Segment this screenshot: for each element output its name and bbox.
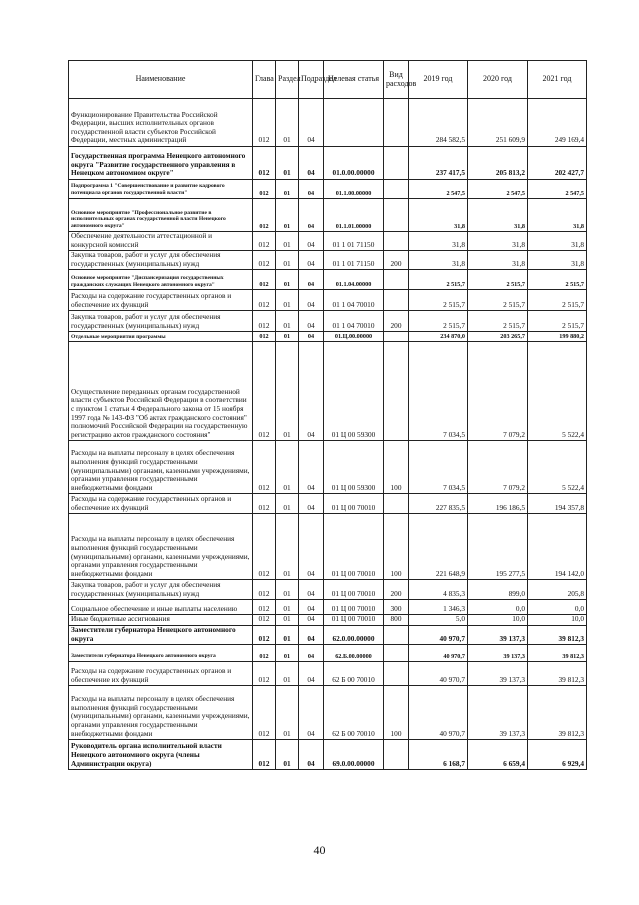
table-cell-target: 01 1 04 70010 [324, 290, 384, 311]
table-cell-2020: 10,0 [468, 615, 528, 626]
table-cell-section: 01 [276, 494, 299, 514]
table-cell-expense [384, 625, 409, 644]
table-cell-chapter: 012 [253, 645, 276, 662]
table-cell-target [324, 99, 384, 147]
table-cell-name: Основное мероприятие "Диспансеризация государственных гражданских служащих Ненецкого автономного округа" [69, 270, 253, 290]
table-cell-section: 01 [276, 615, 299, 626]
budget-table [68, 60, 587, 770]
table-cell-chapter: 012 [253, 342, 276, 441]
table-cell-2020: 39 137,3 [468, 625, 528, 644]
table-cell-2021: 249 169,4 [528, 99, 587, 147]
header-2019: 2019 год [409, 61, 468, 99]
table-cell-2019: 221 648,9 [409, 514, 468, 580]
table-cell-chapter: 012 [253, 514, 276, 580]
page-number: 40 [313, 843, 326, 857]
table-cell-name: Социальное обеспечение и иные выплаты населению [69, 600, 253, 615]
table-cell-2019: 284 582,5 [409, 99, 468, 147]
table-cell-chapter: 012 [253, 99, 276, 147]
table-cell-2019: 31,8 [409, 251, 468, 270]
table-cell-target: 62 Б 00 70010 [324, 662, 384, 686]
table-cell-2020: 31,8 [468, 251, 528, 270]
table-cell-chapter: 012 [253, 600, 276, 615]
table-cell-name: Расходы на содержание государственных органов и обеспечение их функций [69, 494, 253, 514]
table-cell-name: Расходы на выплаты персоналу в целях обеспечения выполнения функций государственными (муниципальными) органами, казенными учреждениями, органами управления государственными внебюджетными фондами [69, 514, 253, 580]
table-cell-2020: 31,8 [468, 232, 528, 251]
table-row [69, 600, 587, 615]
table-cell-2019: 31,8 [409, 199, 468, 232]
table-row [69, 514, 587, 580]
table-cell-2021: 31,8 [528, 251, 587, 270]
table-cell-section: 01 [276, 199, 299, 232]
table-cell-name: Расходы на содержание государственных органов и обеспечение их функций [69, 290, 253, 311]
table-cell-2019: 4 835,3 [409, 580, 468, 600]
table-row [69, 494, 587, 514]
table-cell-subsection: 04 [299, 311, 324, 332]
table-row [69, 615, 587, 626]
table-row [69, 147, 587, 180]
table-cell-2020: 2 547,5 [468, 180, 528, 199]
table-cell-subsection: 04 [299, 342, 324, 441]
table-cell-2020: 251 609,9 [468, 99, 528, 147]
table-cell-2021: 31,8 [528, 232, 587, 251]
table-cell-target: 01 Ц 00 70010 [324, 494, 384, 514]
table-cell-target: 01.1.01.00000 [324, 199, 384, 232]
table-cell-expense: 200 [384, 580, 409, 600]
header-subsection: Подраздел [299, 61, 324, 99]
table-cell-2021: 39 812,3 [528, 686, 587, 740]
table-cell-chapter: 012 [253, 232, 276, 251]
table-cell-subsection: 04 [299, 232, 324, 251]
table-cell-2019: 6 168,7 [409, 740, 468, 770]
table-cell-section: 01 [276, 99, 299, 147]
table-cell-section: 01 [276, 251, 299, 270]
table-cell-subsection: 04 [299, 99, 324, 147]
table-cell-2021: 202 427,7 [528, 147, 587, 180]
header-section: Раздел [276, 61, 299, 99]
table-cell-target: 01.0.00.00000 [324, 147, 384, 180]
table-cell-2021: 6 929,4 [528, 740, 587, 770]
table-cell-name: Закупка товаров, работ и услуг для обеспечения государственных (муниципальных) нужд [69, 580, 253, 600]
table-cell-target: 01 Ц 00 70010 [324, 580, 384, 600]
table-cell-2021: 2 515,7 [528, 311, 587, 332]
table-cell-chapter: 012 [253, 615, 276, 626]
table-cell-subsection: 04 [299, 662, 324, 686]
table-cell-chapter: 012 [253, 290, 276, 311]
header-expense: Вид расходов [384, 61, 409, 99]
table-cell-subsection: 04 [299, 270, 324, 290]
table-cell-2019: 7 034,5 [409, 441, 468, 494]
table-cell-2019: 227 835,5 [409, 494, 468, 514]
table-cell-subsection: 04 [299, 180, 324, 199]
table-cell-subsection: 04 [299, 290, 324, 311]
table-cell-name: Обеспечение деятельности аттестационной и конкурсной комиссий [69, 232, 253, 251]
table-cell-subsection: 04 [299, 600, 324, 615]
table-cell-subsection: 04 [299, 147, 324, 180]
table-cell-chapter: 012 [253, 740, 276, 770]
table-row [69, 251, 587, 270]
table-cell-2021: 194 142,0 [528, 514, 587, 580]
table-cell-subsection: 04 [299, 251, 324, 270]
table-cell-target: 01 1 01 71150 [324, 251, 384, 270]
table-cell-section: 01 [276, 625, 299, 644]
table-cell-expense [384, 494, 409, 514]
table-cell-subsection: 04 [299, 686, 324, 740]
table-cell-2021: 2 515,7 [528, 290, 587, 311]
table-cell-subsection: 04 [299, 580, 324, 600]
table-cell-target: 01.1.00.00000 [324, 180, 384, 199]
table-cell-target: 01 Ц 00 70010 [324, 615, 384, 626]
table-cell-name: Осуществление переданных органам государственной власти субъектов Российской Федерации в соответствии с пунктом 1 статьи 4 Федерального закона от 15 ноября 1997 года № 143-ФЗ "Об актах гражданского состояния" полномочий Российской Федерации на государственную регистрацию актов гражданского состояния" [69, 342, 253, 441]
table-cell-target: 01 1 01 71150 [324, 232, 384, 251]
table-cell-2020: 899,0 [468, 580, 528, 600]
table-cell-chapter: 012 [253, 625, 276, 644]
table-cell-2021: 5 522,4 [528, 342, 587, 441]
table-row [69, 199, 587, 232]
table-row [69, 662, 587, 686]
table-cell-target: 01 Ц 00 70010 [324, 514, 384, 580]
table-cell-expense [384, 99, 409, 147]
table-cell-2020: 39 137,3 [468, 645, 528, 662]
table-cell-2021: 5 522,4 [528, 441, 587, 494]
table-cell-section: 01 [276, 332, 299, 342]
table-cell-expense [384, 199, 409, 232]
table-cell-2021: 39 812,3 [528, 645, 587, 662]
table-cell-subsection: 04 [299, 625, 324, 644]
table-cell-2019: 2 515,7 [409, 270, 468, 290]
table-cell-2020: 31,8 [468, 199, 528, 232]
table-cell-name: Заместители губернатора Ненецкого автономного округа [69, 645, 253, 662]
table-cell-section: 01 [276, 580, 299, 600]
table-cell-target: 01 Ц 00 70010 [324, 600, 384, 615]
table-cell-chapter: 012 [253, 580, 276, 600]
table-cell-chapter: 012 [253, 147, 276, 180]
table-cell-name: Руководитель органа исполнительной власти Ненецкого автономного округа (члены Администрации округа) [69, 740, 253, 770]
table-row [69, 270, 587, 290]
header-name: Наименование [69, 61, 253, 99]
table-cell-subsection: 04 [299, 332, 324, 342]
table-cell-section: 01 [276, 290, 299, 311]
table-cell-subsection: 04 [299, 494, 324, 514]
table-cell-expense: 100 [384, 686, 409, 740]
table-cell-2021: 10,0 [528, 615, 587, 626]
table-cell-name: Подпрограмма 1 "Совершенствование и развитие кадрового потенциала органов государственной власти" [69, 180, 253, 199]
table-row [69, 625, 587, 644]
table-cell-expense: 200 [384, 251, 409, 270]
table-cell-expense [384, 232, 409, 251]
table-cell-2019: 7 034,5 [409, 342, 468, 441]
table-cell-2020: 195 277,5 [468, 514, 528, 580]
table-cell-2019: 237 417,5 [409, 147, 468, 180]
budget-table-page [68, 60, 586, 770]
table-cell-section: 01 [276, 645, 299, 662]
table-cell-2019: 1 346,3 [409, 600, 468, 615]
table-cell-section: 01 [276, 686, 299, 740]
table-cell-2019: 40 970,7 [409, 625, 468, 644]
table-row [69, 290, 587, 311]
table-cell-name: Заместители губернатора Ненецкого автономного округа [69, 625, 253, 644]
table-cell-target: 01 Ц 00 59300 [324, 342, 384, 441]
table-cell-expense [384, 147, 409, 180]
table-cell-2021: 194 357,8 [528, 494, 587, 514]
table-cell-target: 01.Ц.00.00000 [324, 332, 384, 342]
table-cell-2020: 7 079,2 [468, 342, 528, 441]
header-target: Целевая статья [324, 61, 384, 99]
table-cell-2021: 2 515,7 [528, 270, 587, 290]
table-cell-2021: 199 880,2 [528, 332, 587, 342]
header-chapter: Глава [253, 61, 276, 99]
table-cell-2019: 2 547,5 [409, 180, 468, 199]
table-cell-2019: 40 970,7 [409, 686, 468, 740]
table-cell-target: 01 1 04 70010 [324, 311, 384, 332]
table-cell-name: Отдельные мероприятия программы [69, 332, 253, 342]
table-cell-chapter: 012 [253, 441, 276, 494]
table-cell-section: 01 [276, 441, 299, 494]
table-cell-section: 01 [276, 232, 299, 251]
table-cell-2021: 31,8 [528, 199, 587, 232]
table-cell-expense [384, 342, 409, 441]
table-cell-chapter: 012 [253, 662, 276, 686]
table-cell-2020: 196 186,5 [468, 494, 528, 514]
table-row [69, 580, 587, 600]
table-cell-name: Иные бюджетные ассигнования [69, 615, 253, 626]
table-cell-section: 01 [276, 740, 299, 770]
table-cell-expense: 100 [384, 441, 409, 494]
table-cell-expense [384, 290, 409, 311]
table-cell-2020: 205 813,2 [468, 147, 528, 180]
table-cell-subsection: 04 [299, 199, 324, 232]
table-cell-2020: 2 515,7 [468, 290, 528, 311]
header-2020: 2020 год [468, 61, 528, 99]
table-cell-2021: 205,8 [528, 580, 587, 600]
table-row [69, 342, 587, 441]
table-cell-chapter: 012 [253, 686, 276, 740]
table-row [69, 686, 587, 740]
table-cell-name: Расходы на содержание государственных органов и обеспечение их функций [69, 662, 253, 686]
table-cell-name: Расходы на выплаты персоналу в целях обеспечения выполнения функций государственными (муниципальными) органами, казенными учреждениями, органами управления государственными внебюджетными фондами [69, 686, 253, 740]
table-cell-chapter: 012 [253, 180, 276, 199]
table-cell-2020: 203 265,7 [468, 332, 528, 342]
table-cell-chapter: 012 [253, 332, 276, 342]
table-cell-2019: 2 515,7 [409, 290, 468, 311]
table-cell-target: 69.0.00.00000 [324, 740, 384, 770]
table-cell-subsection: 04 [299, 645, 324, 662]
table-cell-target: 62.Б.00.00000 [324, 645, 384, 662]
table-cell-expense [384, 180, 409, 199]
table-cell-subsection: 04 [299, 740, 324, 770]
table-cell-target: 01 Ц 00 59300 [324, 441, 384, 494]
table-cell-chapter: 012 [253, 311, 276, 332]
table-cell-2020: 6 659,4 [468, 740, 528, 770]
table-cell-name: Закупка товаров, работ и услуг для обеспечения государственных (муниципальных) нужд [69, 311, 253, 332]
table-cell-chapter: 012 [253, 270, 276, 290]
table-cell-expense [384, 740, 409, 770]
table-cell-2021: 39 812,3 [528, 625, 587, 644]
table-cell-2019: 5,0 [409, 615, 468, 626]
table-cell-target: 01.1.04.00000 [324, 270, 384, 290]
table-cell-subsection: 04 [299, 441, 324, 494]
table-cell-2020: 39 137,3 [468, 662, 528, 686]
table-cell-expense: 800 [384, 615, 409, 626]
table-cell-name: Расходы на выплаты персоналу в целях обеспечения выполнения функций государственными (муниципальными) органами, казенными учреждениями, органами управления государственными внебюджетными фондами [69, 441, 253, 494]
table-cell-chapter: 012 [253, 199, 276, 232]
table-cell-section: 01 [276, 662, 299, 686]
table-row [69, 645, 587, 662]
table-cell-2019: 234 870,0 [409, 332, 468, 342]
table-cell-expense: 100 [384, 514, 409, 580]
table-cell-2020: 2 515,7 [468, 270, 528, 290]
table-cell-chapter: 012 [253, 251, 276, 270]
table-cell-expense [384, 332, 409, 342]
table-cell-target: 62.0.00.00000 [324, 625, 384, 644]
table-cell-name: Функционирование Правительства Российской Федерации, высших исполнительных органов государственной власти субъектов Российской Федерации, местных администраций [69, 99, 253, 147]
table-cell-section: 01 [276, 600, 299, 615]
table-cell-2020: 7 079,2 [468, 441, 528, 494]
table-cell-2019: 31,8 [409, 232, 468, 251]
table-cell-section: 01 [276, 180, 299, 199]
table-cell-2020: 0,0 [468, 600, 528, 615]
header-2021: 2021 год [528, 61, 587, 99]
table-row [69, 232, 587, 251]
table-cell-expense [384, 270, 409, 290]
table-cell-target: 62 Б 00 70010 [324, 686, 384, 740]
table-row [69, 441, 587, 494]
table-cell-expense: 300 [384, 600, 409, 615]
table-row [69, 332, 587, 342]
table-cell-name: Государственная программа Ненецкого автономного округа "Развитие государственного управления в Ненецком автономном округе" [69, 147, 253, 180]
table-cell-2020: 2 515,7 [468, 311, 528, 332]
table-cell-name: Основное мероприятие "Профессиональное развитие в исполнительных органах государственной власти Ненецкого автономного округа" [69, 199, 253, 232]
table-cell-section: 01 [276, 270, 299, 290]
table-cell-2019: 40 970,7 [409, 645, 468, 662]
table-cell-2020: 39 137,3 [468, 686, 528, 740]
table-cell-2019: 40 970,7 [409, 662, 468, 686]
table-cell-section: 01 [276, 311, 299, 332]
table-cell-2019: 2 515,7 [409, 311, 468, 332]
table-row [69, 740, 587, 770]
table-cell-section: 01 [276, 342, 299, 441]
table-row [69, 180, 587, 199]
table-cell-name: Закупка товаров, работ и услуг для обеспечения государственных (муниципальных) нужд [69, 251, 253, 270]
table-cell-expense: 200 [384, 311, 409, 332]
table-row [69, 99, 587, 147]
table-cell-chapter: 012 [253, 494, 276, 514]
table-cell-2021: 0,0 [528, 600, 587, 615]
table-cell-expense [384, 645, 409, 662]
table-cell-subsection: 04 [299, 514, 324, 580]
table-row [69, 311, 587, 332]
table-cell-section: 01 [276, 147, 299, 180]
table-header-row [69, 61, 587, 99]
table-cell-section: 01 [276, 514, 299, 580]
table-cell-2021: 2 547,5 [528, 180, 587, 199]
table-cell-expense [384, 662, 409, 686]
table-cell-2021: 39 812,3 [528, 662, 587, 686]
table-cell-subsection: 04 [299, 615, 324, 626]
